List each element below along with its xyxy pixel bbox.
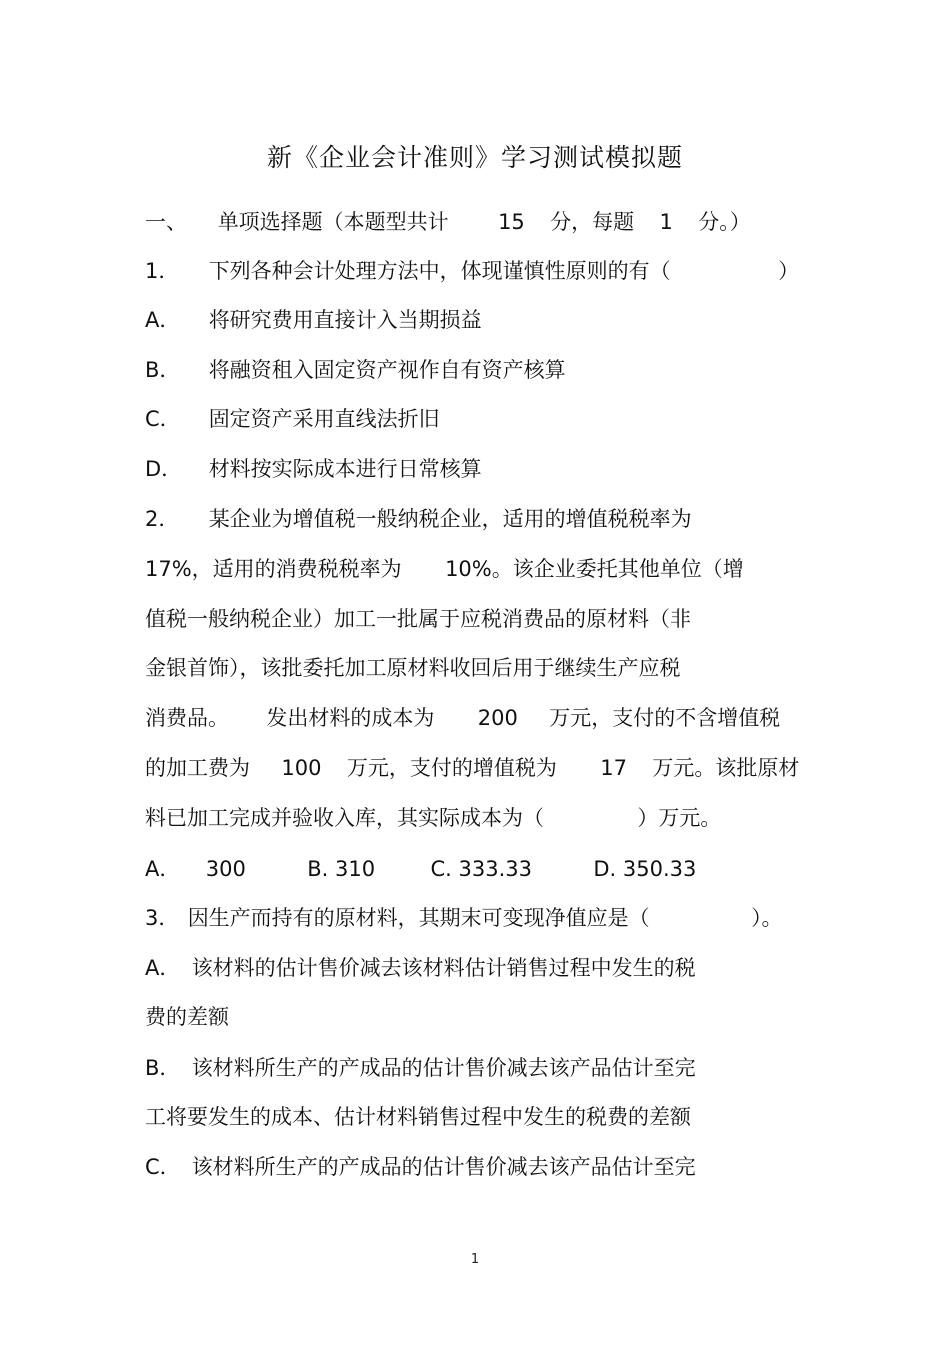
question-2-line-1 <box>145 504 692 534</box>
option-text: 333.33 <box>458 857 532 881</box>
question-text: 金银首饰），该批委托加工原材料收回后用于继续生产应税 <box>145 656 681 680</box>
question-text: 的加工费为 <box>145 756 250 780</box>
option-text: 该材料所生产的产成品的估计售价减去该产品估计至完 <box>191 1056 696 1080</box>
question-text: 100 <box>281 756 322 780</box>
question-number: 1． <box>145 259 180 283</box>
question-3-option-a-line-1 <box>145 953 696 983</box>
question-2-line-7 <box>145 803 721 833</box>
question-number: 3． <box>145 906 180 930</box>
question-1-stem <box>145 256 799 286</box>
option-text: 工将要发生的成本、估计材料销售过程中发生的税费的差额 <box>145 1105 691 1129</box>
question-text: 值税一般纳税企业）加工一批属于应税消费品的原材料（非 <box>145 607 691 631</box>
question-text: 万元。该批原材 <box>652 756 800 780</box>
section-score-each: 1 <box>659 210 673 234</box>
question-text: 因生产而持有的原材料，其期末可变现净值应是（ <box>187 906 650 930</box>
section-title: 单项选择题（本题型共计 <box>217 210 449 234</box>
question-text: 消费品。 <box>145 706 229 730</box>
question-3-stem <box>145 903 783 933</box>
option-label: A． <box>145 956 181 980</box>
section-score-total: 15 <box>498 210 525 234</box>
question-2-line-3 <box>145 604 691 634</box>
question-3-option-b-line-2 <box>145 1102 691 1132</box>
option-label: A． <box>145 857 181 881</box>
question-text: 200 <box>477 706 518 730</box>
option-label: D. <box>593 857 617 881</box>
option-text: 310 <box>335 857 376 881</box>
option-label: B． <box>145 1056 181 1080</box>
question-text: 17 <box>600 756 627 780</box>
section-heading <box>145 207 751 237</box>
question-text: 10%。该企业委托其他单位（增 <box>445 557 744 581</box>
question-text-end: ）万元。 <box>637 806 722 830</box>
question-number: 2． <box>145 507 180 531</box>
option-text: 300 <box>205 857 246 881</box>
question-2-line-6 <box>145 753 799 783</box>
page-number: 1 <box>470 1252 480 1267</box>
option-label: A． <box>145 308 181 332</box>
option-text: 将融资租入固定资产视作自有资产核算 <box>208 358 566 382</box>
question-text: 料已加工完成并验收入库，其实际成本为（ <box>145 806 544 830</box>
question-text: 某企业为增值税一般纳税企业，适用的增值税税率为 <box>208 507 692 531</box>
option-label: D． <box>145 457 183 481</box>
section-number: 一、 <box>145 210 187 234</box>
question-text-end: ） <box>778 259 800 283</box>
question-3-option-b-line-1 <box>145 1053 696 1083</box>
question-3-option-c-line-1 <box>145 1152 696 1182</box>
question-text: 发出材料的成本为 <box>266 706 435 730</box>
question-2-line-4 <box>145 653 681 683</box>
question-text: 17%，适用的消费税税率为 <box>145 557 402 581</box>
option-label: C． <box>145 1155 181 1179</box>
question-1-option-b <box>145 355 566 385</box>
option-text: 该材料所生产的产成品的估计售价减去该产品估计至完 <box>191 1155 696 1179</box>
option-text: 固定资产采用直线法折旧 <box>208 407 440 431</box>
question-2-options <box>145 854 696 884</box>
question-3-option-a-line-2 <box>145 1002 229 1032</box>
question-2-line-5 <box>145 703 780 733</box>
question-text-end: ）。 <box>751 906 783 930</box>
option-text: 将研究费用直接计入当期损益 <box>208 308 482 332</box>
option-label: C. <box>430 857 452 881</box>
question-1-option-a <box>145 305 482 335</box>
question-text: 万元，支付的不含增值税 <box>549 706 781 730</box>
option-text: 350.33 <box>622 857 697 881</box>
document-title: 新《企业会计准则》学习测试模拟题 <box>266 143 683 172</box>
section-score-end: 分。） <box>698 210 751 234</box>
question-text: 万元，支付的增值税为 <box>346 756 557 780</box>
section-score-unit: 分，每题 <box>550 210 635 234</box>
question-text: 下列各种会计处理方法中，体现谨慎性原则的有（ <box>208 259 671 283</box>
question-1-option-c <box>145 404 440 434</box>
question-1-option-d <box>145 454 482 484</box>
option-text: 材料按实际成本进行日常核算 <box>208 457 482 481</box>
option-text: 费的差额 <box>145 1005 229 1029</box>
option-label: B． <box>145 358 181 382</box>
option-text: 该材料的估计售价减去该材料估计销售过程中发生的税 <box>191 956 696 980</box>
question-2-line-2 <box>145 554 744 584</box>
option-label: C． <box>145 407 181 431</box>
option-label: B. <box>307 857 329 881</box>
